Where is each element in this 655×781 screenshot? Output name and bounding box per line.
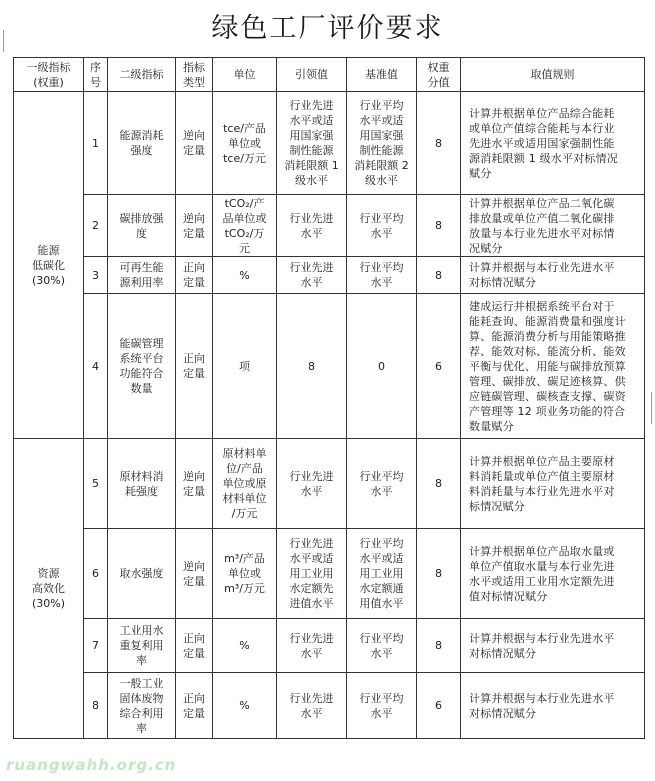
header-weight: 权重 分值	[417, 58, 461, 92]
row-type: 正向 定量	[176, 619, 213, 673]
row-lead: 行业先进 水平	[277, 195, 347, 257]
table-row	[14, 92, 645, 195]
row-unit: tCO₂/产 品单位或 tCO₂/万 元	[213, 195, 277, 257]
row-type: 逆向 定量	[176, 439, 213, 529]
row-lead: 行业先进 水平	[277, 439, 347, 529]
table-row	[14, 439, 645, 529]
row-base: 行业平均 水平	[347, 195, 417, 257]
row-weight: 6	[417, 673, 461, 739]
row-rule: 计算并根据单位产品综合能耗 或单位产值综合能耗与本行业 先进水平或适用国家强制性能 源消耗限额 1 级水平对标情况 赋分	[461, 92, 645, 195]
row-type: 正向 定量	[176, 673, 213, 739]
row-unit: 项	[213, 294, 277, 439]
row-rule: 计算并根据与本行业先进水平 对标情况赋分	[461, 619, 645, 673]
row-rule: 计算并根据与本行业先进水平 对标情况赋分	[461, 257, 645, 294]
header-type: 指标 类型	[176, 58, 213, 92]
row-indicator: 能碳管理 系统平台 功能符合 数量	[108, 294, 176, 439]
row-unit: %	[213, 673, 277, 739]
row-weight: 8	[417, 439, 461, 529]
row-no: 8	[84, 673, 108, 739]
row-indicator: 工业用水 重复利用 率	[108, 619, 176, 673]
table-row	[14, 529, 645, 619]
row-base: 0	[347, 294, 417, 439]
header-no: 序 号	[84, 58, 108, 92]
row-base: 行业平均 水平	[347, 439, 417, 529]
table-header-row	[14, 58, 645, 92]
row-rule: 计算并根据与本行业先进水平 对标情况赋分	[461, 673, 645, 739]
table-row	[14, 257, 645, 294]
row-lead: 行业先进 水平或适 用国家强 制性能源 消耗限额 1 级水平	[277, 92, 347, 195]
header-base: 基准值	[347, 58, 417, 92]
row-rule: 计算并根据单位产品主要原材 料消耗量或单位产值主要原材 料消耗量与本行业先进水平对 标情况赋分	[461, 439, 645, 529]
row-indicator: 可再生能 源利用率	[108, 257, 176, 294]
row-base: 行业平均 水平	[347, 619, 417, 673]
row-base: 行业平均 水平或适 用工业用 水定额通 用值水平	[347, 529, 417, 619]
group-cell: 资源 高效化 (30%)	[14, 439, 84, 739]
table-row	[14, 673, 645, 739]
row-no: 3	[84, 257, 108, 294]
row-no: 1	[84, 92, 108, 195]
row-rule: 计算并根据单位产品取水量或 单位产值取水量与本行业先进 水平或适用工业用水定额先进 值对标情况赋分	[461, 529, 645, 619]
row-type: 正向 定量	[176, 294, 213, 439]
left-edge-marker	[0, 30, 4, 52]
header-level2: 二级指标	[108, 58, 176, 92]
row-rule: 计算并根据单位产品二氧化碳 排放量或单位产值二氧化碳排 放量与本行业先进水平对标情 况赋分	[461, 195, 645, 257]
row-no: 5	[84, 439, 108, 529]
row-base: 行业平均 水平	[347, 673, 417, 739]
row-base: 行业平均 水平	[347, 257, 417, 294]
header-rule: 取值规则	[461, 58, 645, 92]
row-base: 行业平均 水平或适 用国家强 制性能源 消耗限额 2 级水平	[347, 92, 417, 195]
row-weight: 8	[417, 257, 461, 294]
row-unit: 原材料单 位/产品 单位或原 材料单位 /万元	[213, 439, 277, 529]
table-row	[14, 619, 645, 673]
row-weight: 8	[417, 619, 461, 673]
row-indicator: 碳排放强 度	[108, 195, 176, 257]
row-rule: 建成运行并根据系统平台对于 能耗查询、能源消费量和强度计 算、能源消费分析与用能策略推 荐、能效对标、能流分析、能效 平衡与优化、用能与碳排放预算 管理、碳排放、碳足迹核算、供 应链碳管理、碳核查支撑、碳资 产管理等 12 项业务功能的符合 数量赋分	[461, 294, 645, 439]
row-indicator: 原材料消 耗强度	[108, 439, 176, 529]
evaluation-table	[13, 57, 645, 739]
header-level1: 一级指标 (权重)	[14, 58, 84, 92]
row-type: 逆向 定量	[176, 195, 213, 257]
row-weight: 8	[417, 529, 461, 619]
header-lead: 引领值	[277, 58, 347, 92]
row-no: 6	[84, 529, 108, 619]
row-unit: %	[213, 619, 277, 673]
row-lead: 8	[277, 294, 347, 439]
row-lead: 行业先进 水平	[277, 257, 347, 294]
row-indicator: 一般工业 固体废物 综合利用 率	[108, 673, 176, 739]
row-lead: 行业先进 水平	[277, 619, 347, 673]
row-weight: 8	[417, 92, 461, 195]
row-no: 2	[84, 195, 108, 257]
row-unit: m³/产品 单位或 m³/万元	[213, 529, 277, 619]
row-weight: 6	[417, 294, 461, 439]
row-no: 4	[84, 294, 108, 439]
row-unit: tce/产品 单位或 tce/万元	[213, 92, 277, 195]
header-unit: 单位	[213, 58, 277, 92]
right-edge-marker	[651, 392, 655, 424]
table-row	[14, 294, 645, 439]
row-indicator: 能源消耗 强度	[108, 92, 176, 195]
row-lead: 行业先进 水平或适 用工业用 水定额先 进值水平	[277, 529, 347, 619]
page-title: 绿色工厂评价要求	[211, 13, 444, 44]
row-weight: 8	[417, 195, 461, 257]
watermark: ruangwahh.org.cn	[6, 756, 177, 774]
row-indicator: 取水强度	[108, 529, 176, 619]
group-cell: 能源 低碳化 (30%)	[14, 92, 84, 439]
row-type: 正向 定量	[176, 257, 213, 294]
row-unit: %	[213, 257, 277, 294]
row-type: 逆向 定量	[176, 529, 213, 619]
table-row	[14, 195, 645, 257]
row-no: 7	[84, 619, 108, 673]
row-lead: 行业先进 水平	[277, 673, 347, 739]
row-type: 逆向 定量	[176, 92, 213, 195]
